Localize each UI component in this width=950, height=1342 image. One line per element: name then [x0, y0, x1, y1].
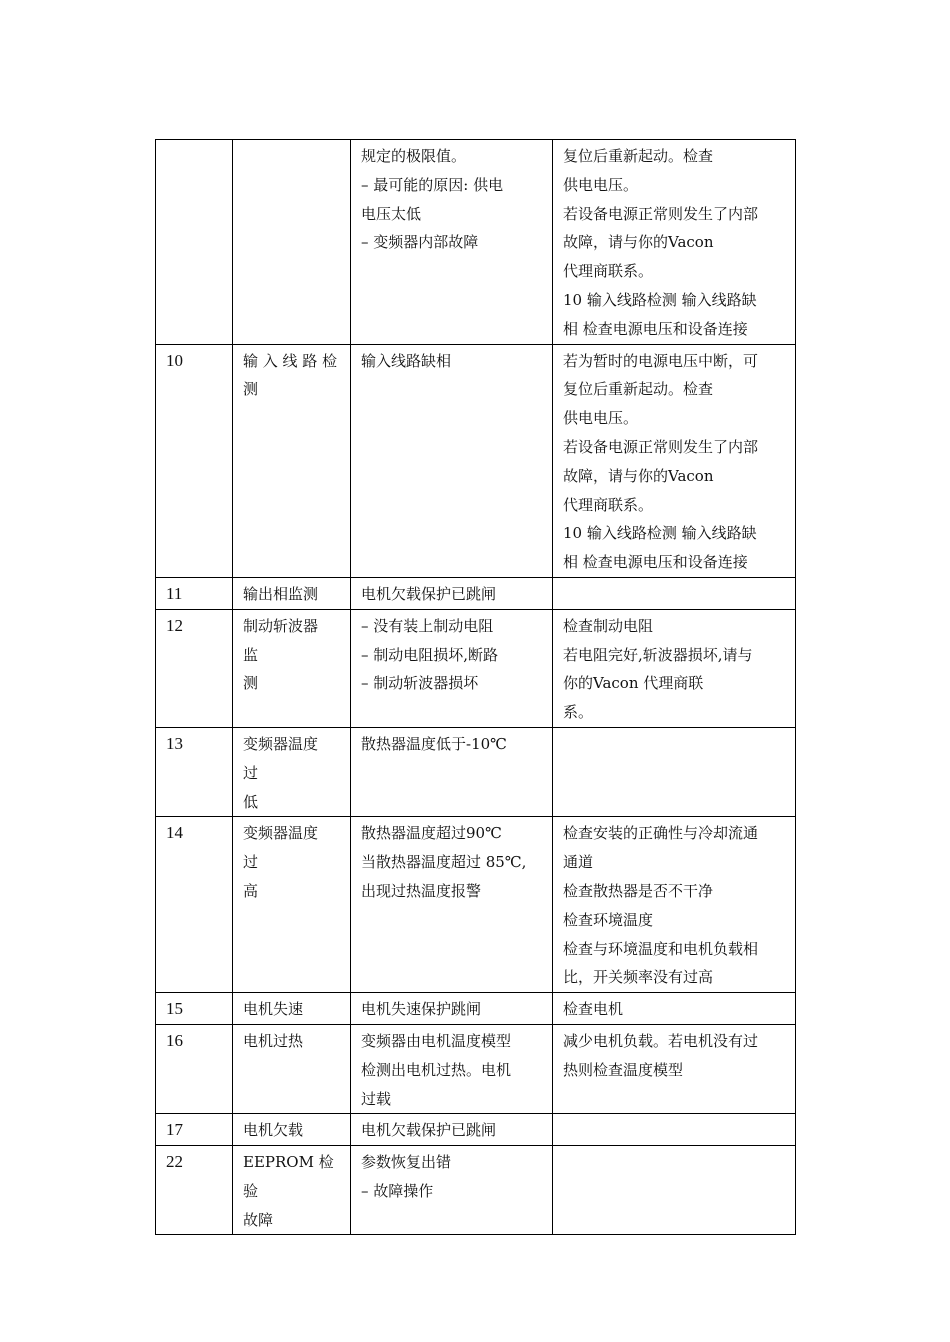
- remedy-line: 检查制动电阻: [563, 616, 654, 635]
- fault-code-cell: [156, 577, 233, 609]
- fault-cause-cell: [351, 1024, 553, 1113]
- remedy-line: 减少电机负载。若电机没有过: [563, 1031, 759, 1050]
- fault-name-cell: [233, 609, 351, 727]
- name-line: 监: [243, 645, 259, 664]
- cause-line: 输入线路缺相: [361, 351, 452, 370]
- remedy-line: 检查安装的正确性与冷却流通: [563, 824, 759, 843]
- cause-line: 检测出电机过热。电机: [361, 1060, 512, 1079]
- name-line: 高: [243, 881, 259, 900]
- cause-line: 规定的极限值。: [361, 147, 467, 165]
- code-text: 12: [166, 615, 183, 635]
- remedy-line: 比，开关频率没有过高: [563, 968, 714, 987]
- cause-line: – 没有装上制动电阻: [361, 616, 494, 635]
- fault-cause-cell: [351, 609, 553, 727]
- name-line: 电机失速: [243, 1000, 304, 1019]
- table-row: [156, 344, 796, 577]
- name-line: 变频器温度: [243, 734, 319, 753]
- remedy-line: 相 检查电源电压和设备连接: [563, 319, 748, 338]
- fault-name-cell: [233, 577, 351, 609]
- fault-code-cell: [156, 344, 233, 577]
- remedy-line: 代理商联系。: [563, 495, 654, 514]
- fault-code-cell: [156, 993, 233, 1025]
- remedy-line: 系。: [563, 703, 594, 722]
- fault-code-cell: [156, 1146, 233, 1235]
- cause-line: 过载: [361, 1089, 392, 1108]
- fault-code-cell: [156, 1114, 233, 1146]
- remedy-line: 你的Vacon 代理商联: [563, 674, 704, 693]
- fault-cause-cell: [351, 140, 553, 345]
- fault-remedy-cell: [553, 344, 796, 577]
- fault-cause-cell: [351, 1146, 553, 1235]
- name-line: EEPROM 检验: [243, 1153, 334, 1200]
- name-line: 过: [243, 853, 259, 872]
- fault-name-cell: [233, 1114, 351, 1146]
- name-line: 制动斩波器: [243, 616, 319, 635]
- name-line: 输 入 线 路 检: [243, 351, 338, 370]
- cause-line: 散热器温度超过90℃: [361, 824, 502, 843]
- table-row: [156, 609, 796, 727]
- code-text: 16: [166, 1030, 183, 1050]
- remedy-line: 供电电压。: [563, 409, 639, 428]
- table-row: [156, 1146, 796, 1235]
- remedy-line: 检查环境温度: [563, 910, 654, 929]
- remedy-line: 通道: [563, 853, 594, 872]
- name-line: 过: [243, 763, 259, 782]
- cause-line: – 最可能的原因: 供电: [361, 175, 504, 194]
- fault-remedy-cell: [553, 817, 796, 993]
- fault-remedy-cell: [553, 993, 796, 1025]
- table-row: [156, 140, 796, 345]
- remedy-line: 10 输入线路检测 输入线路缺: [563, 524, 757, 543]
- cause-line: – 制动斩波器损坏: [361, 674, 479, 693]
- table-row: [156, 577, 796, 609]
- remedy-line: 若设备电源正常则发生了内部: [563, 204, 759, 223]
- table-row: [156, 1024, 796, 1113]
- fault-remedy-cell: [553, 1114, 796, 1146]
- remedy-line: 代理商联系。: [563, 262, 654, 281]
- name-line: 低: [243, 792, 259, 811]
- fault-cause-cell: [351, 577, 553, 609]
- fault-code-cell: [156, 817, 233, 993]
- remedy-line: 复位后重新起动。检查: [563, 380, 714, 399]
- fault-remedy-cell: [553, 1024, 796, 1113]
- name-line: 测: [243, 380, 259, 399]
- cause-line: 参数恢复出错: [361, 1153, 452, 1172]
- fault-table-body: [156, 140, 796, 1235]
- fault-code-table: [155, 139, 796, 1235]
- remedy-line: 热则检查温度模型: [563, 1060, 684, 1079]
- remedy-line: 检查电机: [563, 1000, 624, 1019]
- cause-line: 散热器温度低于-10℃: [361, 734, 507, 753]
- name-line: 故障: [243, 1210, 274, 1229]
- code-text: 17: [166, 1120, 183, 1140]
- name-line: 电机过热: [243, 1031, 304, 1050]
- remedy-line: 供电电压。: [563, 175, 639, 194]
- fault-name-cell: [233, 1146, 351, 1235]
- cause-line: – 制动电阻损坏,断路: [361, 645, 499, 664]
- name-line: 变频器温度: [243, 824, 319, 843]
- table-row: [156, 1114, 796, 1146]
- name-line: 电机欠载: [243, 1121, 304, 1140]
- code-text: 15: [166, 999, 183, 1019]
- table-row: [156, 817, 796, 993]
- remedy-line: 检查散热器是否不干净: [563, 881, 714, 900]
- table-row: [156, 727, 796, 816]
- fault-remedy-cell: [553, 609, 796, 727]
- fault-name-cell: [233, 993, 351, 1025]
- fault-remedy-cell: [553, 140, 796, 345]
- fault-remedy-cell: [553, 727, 796, 816]
- fault-code-cell: [156, 609, 233, 727]
- fault-cause-cell: [351, 344, 553, 577]
- fault-cause-cell: [351, 993, 553, 1025]
- cause-line: – 变频器内部故障: [361, 233, 479, 252]
- fault-name-cell: [233, 727, 351, 816]
- name-line: 测: [243, 674, 259, 693]
- fault-cause-cell: [351, 727, 553, 816]
- remedy-line: 若设备电源正常则发生了内部: [563, 437, 759, 456]
- code-text: 22: [166, 1152, 183, 1172]
- code-text: 11: [166, 583, 183, 603]
- cause-line: 电压太低: [361, 204, 422, 223]
- table-row: [156, 993, 796, 1025]
- name-line: 输出相监测: [243, 584, 319, 603]
- remedy-line: 若为暂时的电源电压中断，可: [563, 351, 759, 370]
- fault-remedy-cell: [553, 1146, 796, 1235]
- cause-line: – 故障操作: [361, 1181, 434, 1200]
- remedy-line: 复位后重新起动。检查: [563, 147, 714, 165]
- fault-name-cell: [233, 140, 351, 345]
- cause-line: 当散热器温度超过 85℃,: [361, 853, 527, 872]
- code-text: 10: [166, 350, 183, 370]
- cause-line: 出现过热温度报警: [361, 881, 482, 900]
- cause-line: 电机失速保护跳闸: [361, 1000, 482, 1019]
- fault-name-cell: [233, 1024, 351, 1113]
- fault-cause-cell: [351, 817, 553, 993]
- remedy-line: 故障，请与你的Vacon: [563, 466, 714, 485]
- cause-line: 电机欠载保护已跳闸: [361, 1121, 497, 1140]
- fault-cause-cell: [351, 1114, 553, 1146]
- fault-code-cell: [156, 727, 233, 816]
- fault-code-cell: [156, 1024, 233, 1113]
- remedy-line: 故障，请与你的Vacon: [563, 233, 714, 252]
- fault-name-cell: [233, 344, 351, 577]
- fault-name-cell: [233, 817, 351, 993]
- remedy-line: 10 输入线路检测 输入线路缺: [563, 290, 757, 309]
- remedy-line: 若电阻完好,斩波器损坏,请与: [563, 645, 753, 664]
- cause-line: 电机欠载保护已跳闸: [361, 584, 497, 603]
- fault-code-cell: [156, 140, 233, 345]
- fault-remedy-cell: [553, 577, 796, 609]
- remedy-line: 相 检查电源电压和设备连接: [563, 553, 748, 572]
- cause-line: 变频器由电机温度模型: [361, 1031, 512, 1050]
- code-text: 13: [166, 733, 183, 753]
- code-text: 14: [166, 823, 183, 843]
- remedy-line: 检查与环境温度和电机负载相: [563, 939, 759, 958]
